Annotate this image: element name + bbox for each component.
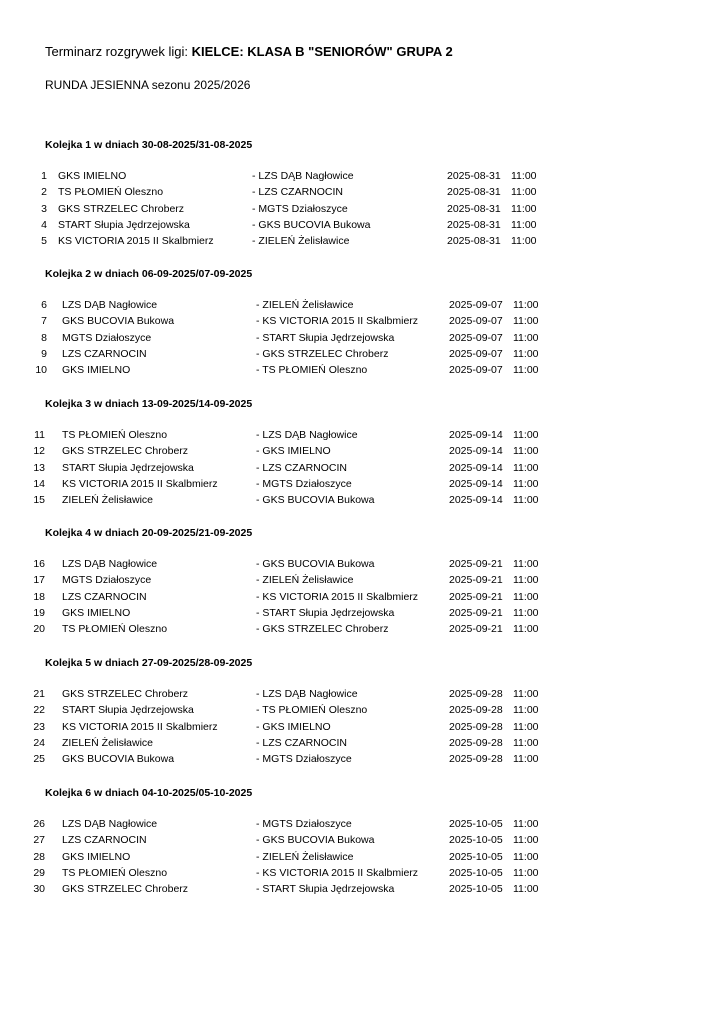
home-team: LZS CZARNOCIN [62, 834, 147, 847]
match-date: 2025-09-21 [449, 606, 503, 619]
match-time: 11:00 [513, 461, 539, 474]
home-team: GKS IMIELNO [58, 170, 127, 182]
match-row [0, 170, 724, 186]
away-team: - ZIELEŃ Żelisławice [256, 299, 354, 311]
home-team: GKS IMIELNO [62, 850, 131, 863]
match-number: 13 [33, 461, 45, 474]
away-team: - LZS DĄB Nagłowice [256, 688, 358, 700]
home-team: LZS DĄB Nagłowice [62, 299, 158, 311]
home-team: KS VICTORIA 2015 II Skalbmierz [62, 477, 218, 490]
match-row [0, 867, 724, 883]
match-row [0, 818, 724, 834]
home-team: GKS BUCOVIA Bukowa [62, 753, 175, 766]
match-number: 25 [33, 753, 45, 766]
home-team: LZS DĄB Nagłowice [62, 558, 158, 570]
match-time: 11:00 [513, 331, 539, 344]
match-date: 2025-08-31 [447, 218, 501, 231]
match-row [0, 591, 724, 607]
match-row [0, 364, 724, 380]
match-date: 2025-09-28 [449, 688, 503, 700]
match-number: 6 [41, 299, 47, 311]
match-number: 23 [33, 720, 45, 733]
match-row [0, 737, 724, 753]
match-row [0, 332, 724, 348]
match-time: 11:00 [513, 720, 539, 733]
match-row [0, 478, 724, 494]
match-time: 11:00 [513, 429, 539, 441]
season-subtitle: RUNDA JESIENNA sezonu 2025/2026 [45, 78, 251, 92]
match-number: 12 [33, 445, 45, 458]
away-team: - MGTS Działoszyce [256, 753, 352, 766]
match-number: 9 [41, 347, 47, 360]
match-date: 2025-09-28 [449, 753, 503, 766]
away-team: - GKS BUCOVIA Bukowa [256, 558, 375, 570]
match-row [0, 203, 724, 219]
match-date: 2025-08-31 [447, 186, 501, 199]
match-date: 2025-09-28 [449, 720, 503, 733]
away-team: - GKS BUCOVIA Bukowa [256, 834, 375, 847]
away-team: - ZIELEŃ Żelisławice [252, 235, 350, 248]
match-date: 2025-09-21 [449, 590, 503, 603]
match-row [0, 429, 724, 445]
match-time: 11:00 [513, 574, 539, 587]
match-date: 2025-09-07 [449, 331, 503, 344]
match-date: 2025-09-07 [449, 347, 503, 360]
match-time: 11:00 [513, 347, 539, 360]
match-date: 2025-09-14 [449, 494, 503, 507]
away-team: - TS PŁOMIEŃ Oleszno [256, 364, 368, 377]
match-date: 2025-09-14 [449, 461, 503, 474]
match-time: 11:00 [513, 445, 539, 458]
match-number: 27 [33, 834, 45, 847]
match-time: 11:00 [513, 688, 539, 700]
home-team: GKS STRZELEC Chroberz [62, 883, 189, 896]
match-row [0, 574, 724, 590]
match-number: 22 [33, 704, 45, 717]
match-number: 7 [41, 315, 47, 328]
match-time: 11:00 [513, 477, 539, 490]
home-team: LZS CZARNOCIN [62, 347, 147, 360]
away-team: - GKS IMIELNO [256, 445, 331, 458]
match-row [0, 299, 724, 315]
home-team: ZIELEŃ Żelisławice [62, 736, 154, 749]
match-row [0, 721, 724, 737]
away-team: - GKS STRZELEC Chroberz [256, 347, 389, 360]
match-date: 2025-09-28 [449, 704, 503, 717]
home-team: ZIELEŃ Żelisławice [62, 494, 154, 507]
match-row [0, 753, 724, 769]
away-team: - LZS CZARNOCIN [256, 736, 348, 749]
away-team: - TS PŁOMIEŃ Oleszno [256, 704, 368, 717]
match-time: 11:00 [513, 883, 539, 896]
match-time: 11:00 [513, 623, 539, 636]
match-time: 11:00 [511, 235, 537, 248]
match-number: 24 [33, 736, 45, 749]
home-team: START Słupia Jędrzejowska [62, 704, 194, 717]
home-team: START Słupia Jędrzejowska [62, 461, 194, 474]
match-number: 21 [33, 688, 45, 700]
match-number: 17 [33, 574, 45, 587]
home-team: LZS DĄB Nagłowice [62, 818, 158, 830]
match-number: 15 [33, 494, 45, 507]
home-team: LZS CZARNOCIN [62, 590, 147, 603]
home-team: GKS IMIELNO [62, 364, 131, 377]
match-time: 11:00 [513, 364, 539, 377]
match-date: 2025-09-07 [449, 315, 503, 328]
away-team: - KS VICTORIA 2015 II Skalbmierz [256, 866, 419, 879]
match-row [0, 445, 724, 461]
match-row [0, 704, 724, 720]
match-row [0, 348, 724, 364]
match-time: 11:00 [511, 170, 537, 182]
away-team: - KS VICTORIA 2015 II Skalbmierz [256, 315, 419, 328]
away-team: - MGTS Działoszyce [256, 477, 352, 490]
match-row [0, 623, 724, 639]
home-team: KS VICTORIA 2015 II Skalbmierz [58, 235, 214, 248]
match-time: 11:00 [511, 218, 537, 231]
match-number: 29 [33, 866, 45, 879]
match-date: 2025-09-14 [449, 429, 503, 441]
home-team: KS VICTORIA 2015 II Skalbmierz [62, 720, 218, 733]
match-number: 3 [41, 202, 47, 215]
home-team: GKS IMIELNO [62, 606, 131, 619]
match-number: 30 [33, 883, 45, 896]
match-time: 11:00 [513, 494, 539, 507]
match-time: 11:00 [513, 850, 539, 863]
match-number: 11 [34, 429, 45, 441]
away-team: - LZS CZARNOCIN [252, 186, 344, 199]
away-team: - MGTS Działoszyce [256, 818, 352, 830]
match-date: 2025-08-31 [447, 235, 501, 248]
match-number: 10 [35, 364, 47, 377]
away-team: - START Słupia Jędrzejowska [256, 606, 395, 619]
match-date: 2025-10-05 [449, 818, 503, 830]
match-number: 14 [33, 477, 45, 490]
match-time: 11:00 [513, 866, 539, 879]
match-time: 11:00 [513, 558, 539, 570]
match-row [0, 219, 724, 235]
match-date: 2025-08-31 [447, 170, 501, 182]
home-team: GKS BUCOVIA Bukowa [62, 315, 175, 328]
match-date: 2025-09-14 [449, 445, 503, 458]
match-date: 2025-10-05 [449, 866, 503, 879]
match-time: 11:00 [511, 186, 537, 199]
match-date: 2025-10-05 [449, 834, 503, 847]
title-prefix: Terminarz rozgrywek ligi: [45, 44, 192, 59]
away-team: - GKS BUCOVIA Bukowa [252, 218, 371, 231]
match-row [0, 607, 724, 623]
match-row [0, 235, 724, 251]
match-row [0, 558, 724, 574]
match-date: 2025-09-28 [449, 736, 503, 749]
away-team: - LZS DĄB Nagłowice [252, 170, 354, 182]
match-number: 26 [33, 818, 45, 830]
match-date: 2025-09-07 [449, 364, 503, 377]
match-time: 11:00 [513, 736, 539, 749]
away-team: - MGTS Działoszyce [252, 202, 348, 215]
match-number: 20 [33, 623, 45, 636]
match-number: 16 [33, 558, 45, 570]
league-name: KIELCE: KLASA B "SENIORÓW" GRUPA 2 [191, 44, 453, 59]
page-title [45, 44, 453, 59]
match-row [0, 462, 724, 478]
round-heading: Kolejka 3 w dniach 13-09-2025/14-09-2025 [45, 398, 253, 410]
match-number: 28 [33, 850, 45, 863]
away-team: - GKS BUCOVIA Bukowa [256, 494, 375, 507]
match-row [0, 494, 724, 510]
home-team: TS PŁOMIEŃ Oleszno [62, 429, 168, 441]
away-team: - ZIELEŃ Żelisławice [256, 850, 354, 863]
home-team: START Słupia Jędrzejowska [58, 218, 190, 231]
away-team: - GKS IMIELNO [256, 720, 331, 733]
match-row [0, 688, 724, 704]
round-heading: Kolejka 2 w dniach 06-09-2025/07-09-2025 [45, 268, 253, 280]
match-time: 11:00 [513, 590, 539, 603]
match-time: 11:00 [513, 299, 539, 311]
match-time: 11:00 [513, 818, 539, 830]
home-team: MGTS Działoszyce [62, 331, 152, 344]
match-date: 2025-09-14 [449, 477, 503, 490]
match-number: 5 [41, 235, 47, 248]
round-heading: Kolejka 5 w dniach 27-09-2025/28-09-2025 [45, 657, 253, 669]
match-time: 11:00 [513, 315, 539, 328]
match-number: 4 [41, 218, 47, 231]
match-row [0, 834, 724, 850]
away-team: - GKS STRZELEC Chroberz [256, 623, 389, 636]
round-heading: Kolejka 1 w dniach 30-08-2025/31-08-2025 [45, 139, 253, 151]
away-team: - LZS CZARNOCIN [256, 461, 348, 474]
match-time: 11:00 [511, 202, 537, 215]
match-date: 2025-10-05 [449, 850, 503, 863]
home-team: TS PŁOMIEŃ Oleszno [58, 186, 164, 199]
match-time: 11:00 [513, 606, 539, 619]
match-number: 1 [41, 170, 47, 182]
match-number: 2 [41, 186, 47, 199]
match-row [0, 315, 724, 331]
match-number: 18 [33, 590, 45, 603]
match-time: 11:00 [513, 834, 539, 847]
home-team: GKS STRZELEC Chroberz [58, 202, 185, 215]
match-date: 2025-09-21 [449, 558, 503, 570]
match-row [0, 186, 724, 202]
match-date: 2025-08-31 [447, 202, 501, 215]
match-time: 11:00 [513, 753, 539, 766]
home-team: TS PŁOMIEŃ Oleszno [62, 623, 168, 636]
match-date: 2025-09-21 [449, 623, 503, 636]
away-team: - START Słupia Jędrzejowska [256, 883, 395, 896]
away-team: - LZS DĄB Nagłowice [256, 429, 358, 441]
home-team: MGTS Działoszyce [62, 574, 152, 587]
round-heading: Kolejka 6 w dniach 04-10-2025/05-10-2025 [45, 787, 253, 799]
match-date: 2025-09-21 [449, 574, 503, 587]
match-number: 19 [33, 606, 45, 619]
away-team: - KS VICTORIA 2015 II Skalbmierz [256, 590, 419, 603]
match-date: 2025-09-07 [449, 299, 503, 311]
match-number: 8 [41, 331, 47, 344]
round-heading: Kolejka 4 w dniach 20-09-2025/21-09-2025 [45, 527, 253, 539]
away-team: - ZIELEŃ Żelisławice [256, 574, 354, 587]
home-team: GKS STRZELEC Chroberz [62, 688, 189, 700]
match-row [0, 851, 724, 867]
match-row [0, 883, 724, 899]
match-time: 11:00 [513, 704, 539, 717]
home-team: TS PŁOMIEŃ Oleszno [62, 866, 168, 879]
match-date: 2025-10-05 [449, 883, 503, 896]
away-team: - START Słupia Jędrzejowska [256, 331, 395, 344]
home-team: GKS STRZELEC Chroberz [62, 445, 189, 458]
